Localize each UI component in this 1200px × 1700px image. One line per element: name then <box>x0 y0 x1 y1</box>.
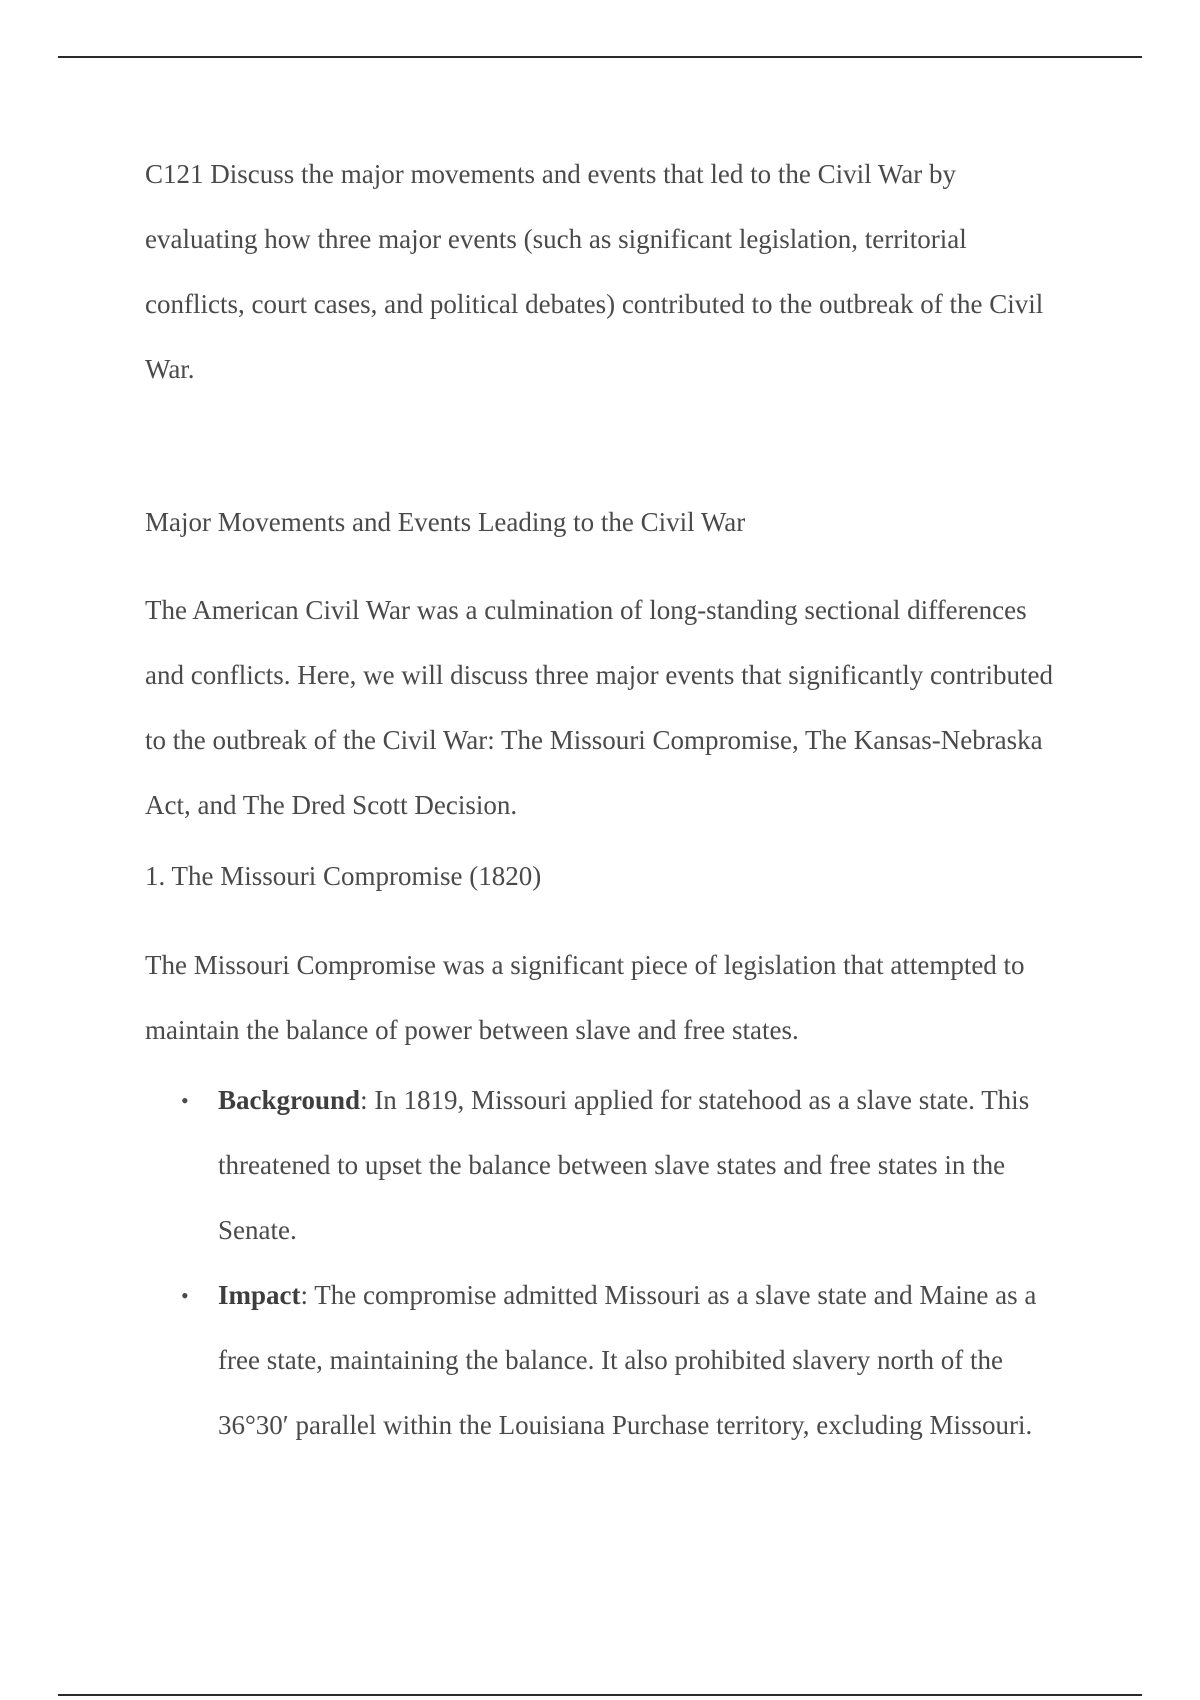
bullet-icon: • <box>181 1283 189 1308</box>
bullet-icon: • <box>181 1088 189 1113</box>
list-item <box>145 1068 1070 1263</box>
bullet-label: Background <box>218 1085 361 1115</box>
bullet-list <box>145 1068 1070 1458</box>
assignment-prompt: C121 Discuss the major movements and events that led to the Civil War by evaluating how three major events (such as significant legislation, territorial conflicts, court cases, and political debates) contributed to the outbreak of the Civil War. <box>145 159 1044 384</box>
section-paragraph: The Missouri Compromise was a significant piece of legislation that attempted to maintain the balance of power between slave and free states. <box>145 950 1025 1045</box>
list-item <box>145 1263 1070 1458</box>
bullet-label: Impact <box>218 1280 301 1310</box>
bullet-text: : In 1819, Missouri applied for statehood as a slave state. This threatened to upset the balance between slave states and free states in the Senate. <box>218 1085 1030 1245</box>
bottom-rule <box>58 1694 1142 1696</box>
top-rule <box>58 56 1142 58</box>
intro-paragraph: The American Civil War was a culmination of long-standing sectional differences and conflicts. Here, we will discuss three major events that significantly contributed to the outbreak of the Civil War: The Missouri Compromise, The Kansas-Nebraska Act, and The Dred Scott Decision. <box>145 595 1053 820</box>
section-heading-missouri-compromise: 1. The Missouri Compromise (1820) <box>145 861 542 891</box>
bullet-text: : The compromise admitted Missouri as a slave state and Maine as a free state, maintaining the balance. It also prohibited slavery north of the 36°30′ parallel within the Louisiana Purchase territory, excluding Missouri. <box>218 1280 1037 1440</box>
essay-heading: Major Movements and Events Leading to the Civil War <box>145 507 746 537</box>
